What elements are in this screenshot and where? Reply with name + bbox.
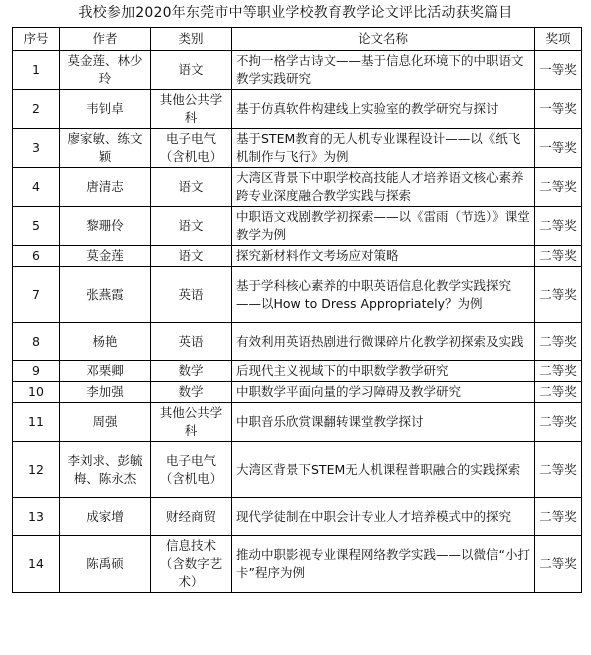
cell-author: 邓栗卿 xyxy=(60,361,151,382)
cell-category: 其他公共学科 xyxy=(151,90,232,129)
cell-category: 数学 xyxy=(151,382,232,403)
cell-paper-title: 中职数学平面向量的学习障碍及教学研究 xyxy=(232,382,535,403)
cell-number: 3 xyxy=(13,129,60,168)
header-author: 作者 xyxy=(60,28,151,51)
cell-author: 唐清志 xyxy=(60,168,151,207)
cell-number: 13 xyxy=(13,498,60,536)
cell-number: 7 xyxy=(13,267,60,323)
table-row xyxy=(13,129,582,168)
cell-paper-title: 有效利用英语热剧进行微课碎片化教学初探索及实践 xyxy=(232,323,535,361)
cell-author: 廖家敏、练文颖 xyxy=(60,129,151,168)
cell-author: 黎珊伶 xyxy=(60,207,151,246)
cell-author: 陈禹硕 xyxy=(60,536,151,593)
cell-award: 二等奖 xyxy=(535,207,582,246)
cell-paper-title: 基于仿真软件构建线上实验室的教学研究与探讨 xyxy=(232,90,535,129)
table-row xyxy=(13,498,582,536)
cell-paper-title: 大湾区背景下STEM无人机课程普职融合的实践探索 xyxy=(232,442,535,498)
cell-category: 财经商贸 xyxy=(151,498,232,536)
cell-number: 8 xyxy=(13,323,60,361)
cell-category: 语文 xyxy=(151,246,232,267)
cell-author: 莫金莲、林少玲 xyxy=(60,51,151,90)
cell-author: 张燕霞 xyxy=(60,267,151,323)
table-row xyxy=(13,90,582,129)
header-paper-title: 论文名称 xyxy=(232,28,535,51)
table-row xyxy=(13,382,582,403)
cell-award: 二等奖 xyxy=(535,361,582,382)
table-row xyxy=(13,246,582,267)
cell-author: 周强 xyxy=(60,403,151,442)
table-row xyxy=(13,51,582,90)
cell-category: 英语 xyxy=(151,267,232,323)
cell-number: 14 xyxy=(13,536,60,593)
award-table xyxy=(12,27,582,593)
cell-award: 二等奖 xyxy=(535,382,582,403)
table-row xyxy=(13,442,582,498)
cell-category: 语文 xyxy=(151,51,232,90)
cell-paper-title: 推动中职影视专业课程网络教学实践——以微信“小打卡”程序为例 xyxy=(232,536,535,593)
cell-award: 一等奖 xyxy=(535,51,582,90)
cell-award: 一等奖 xyxy=(535,129,582,168)
table-row xyxy=(13,403,582,442)
cell-number: 9 xyxy=(13,361,60,382)
cell-number: 1 xyxy=(13,51,60,90)
table-row xyxy=(13,536,582,593)
cell-author: 成家增 xyxy=(60,498,151,536)
header-category: 类别 xyxy=(151,28,232,51)
cell-category: 电子电气（含机电） xyxy=(151,442,232,498)
table-row xyxy=(13,168,582,207)
cell-author: 李加强 xyxy=(60,382,151,403)
cell-category: 英语 xyxy=(151,323,232,361)
cell-award: 二等奖 xyxy=(535,168,582,207)
document-title: 我校参加2020年东莞市中等职业学校教育教学论文评比活动获奖篇目 xyxy=(78,5,513,21)
cell-award: 二等奖 xyxy=(535,536,582,593)
cell-author: 韦钊卓 xyxy=(60,90,151,129)
cell-category: 语文 xyxy=(151,168,232,207)
cell-number: 10 xyxy=(13,382,60,403)
cell-category: 其他公共学科 xyxy=(151,403,232,442)
cell-number: 5 xyxy=(13,207,60,246)
cell-paper-title: 现代学徒制在中职会计专业人才培养模式中的探究 xyxy=(232,498,535,536)
cell-award: 二等奖 xyxy=(535,442,582,498)
cell-author: 李刘求、彭毓梅、陈永杰 xyxy=(60,442,151,498)
cell-award: 二等奖 xyxy=(535,403,582,442)
cell-award: 二等奖 xyxy=(535,246,582,267)
cell-award: 二等奖 xyxy=(535,267,582,323)
table-row xyxy=(13,361,582,382)
cell-author: 杨艳 xyxy=(60,323,151,361)
cell-category: 电子电气（含机电） xyxy=(151,129,232,168)
table-row xyxy=(13,207,582,246)
cell-number: 11 xyxy=(13,403,60,442)
table-header-row xyxy=(13,28,582,51)
table-body xyxy=(13,51,582,593)
cell-number: 12 xyxy=(13,442,60,498)
cell-paper-title: 基于学科核心素养的中职英语信息化教学实践探究——以How to Dress Appropriately？为例 xyxy=(232,267,535,323)
cell-number: 2 xyxy=(13,90,60,129)
cell-paper-title: 不拘一格学古诗文——基于信息化环境下的中职语文教学实践研究 xyxy=(232,51,535,90)
cell-award: 二等奖 xyxy=(535,323,582,361)
cell-category: 数学 xyxy=(151,361,232,382)
cell-number: 6 xyxy=(13,246,60,267)
cell-paper-title: 中职音乐欣赏课翻转课堂教学探讨 xyxy=(232,403,535,442)
cell-paper-title: 后现代主义视域下的中职数学教学研究 xyxy=(232,361,535,382)
cell-category: 语文 xyxy=(151,207,232,246)
cell-category: 信息技术（含数字艺术） xyxy=(151,536,232,593)
cell-paper-title: 探究新材料作文考场应对策略 xyxy=(232,246,535,267)
cell-award: 二等奖 xyxy=(535,498,582,536)
header-number: 序号 xyxy=(13,28,60,51)
header-award: 奖项 xyxy=(535,28,582,51)
cell-paper-title: 基于STEM教育的无人机专业课程设计——以《纸飞机制作与飞行》为例 xyxy=(232,129,535,168)
table-row xyxy=(13,323,582,361)
cell-author: 莫金莲 xyxy=(60,246,151,267)
cell-paper-title: 中职语文戏剧教学初探索——以《雷雨（节选）》课堂教学为例 xyxy=(232,207,535,246)
cell-award: 一等奖 xyxy=(535,90,582,129)
cell-number: 4 xyxy=(13,168,60,207)
table-row xyxy=(13,267,582,323)
cell-paper-title: 大湾区背景下中职学校高技能人才培养语文核心素养跨专业深度融合教学实践与探索 xyxy=(232,168,535,207)
